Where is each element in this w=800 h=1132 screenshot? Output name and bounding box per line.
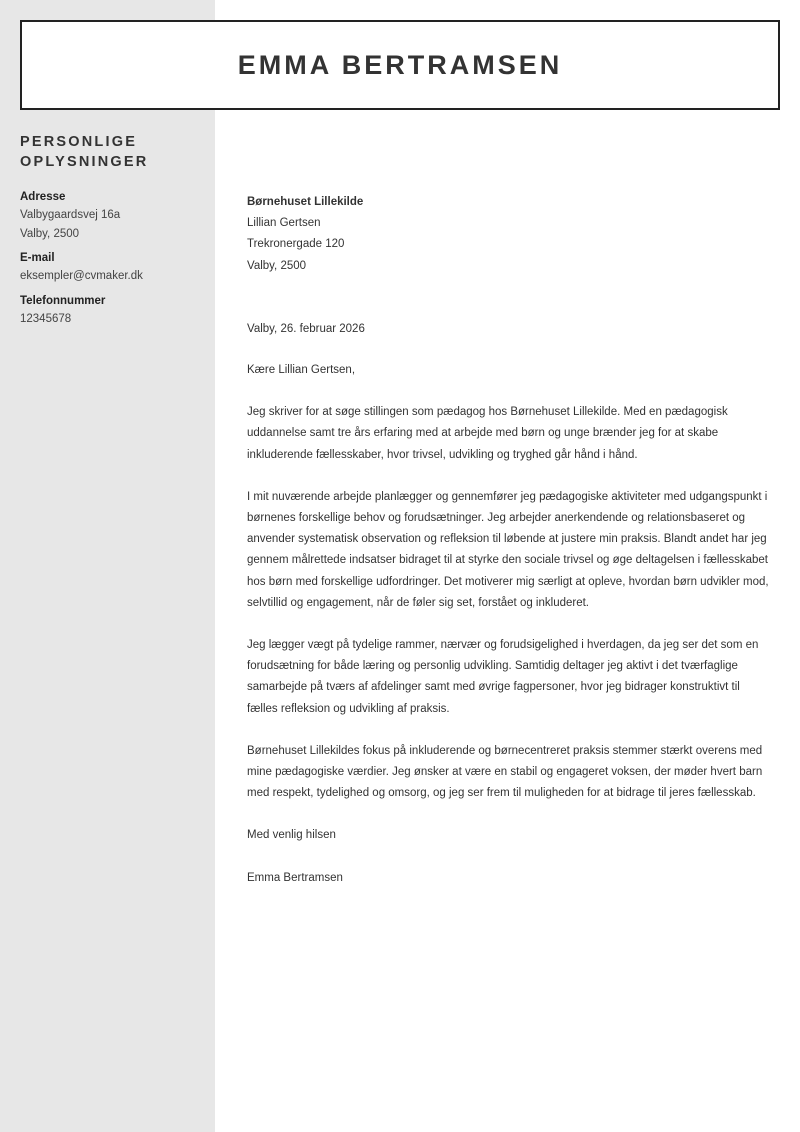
- salutation: Kære Lillian Gertsen,: [247, 364, 356, 377]
- letter-paragraph: I mit nuværende arbejde planlægger og gennemfører jeg pædagogiske aktiviteter med udgangspunkt i børnenes forskellige behov og forudsætninger. Jeg arbejder anerkendende og relationsbaseret og anvender systematisk observation og refleksion til løbende at justere min praksis. Blandt andet har jeg gennem målrettede indsatser bidraget til at styrke den sociale trivsel og øge deltagelsen i fællesskabet hos børn med forskellige udfordringer. Det motiverer mig særligt at opleve, hvordan børn udvikler mod, selvtillid og engagement, når de føler sig set, forstået og inkluderet.: [247, 490, 769, 609]
- letter-paragraph: Jeg lægger vægt på tydelige rammer, nærvær og forudsigelighed i hverdagen, da jeg ser det som en forudsætning for både læring og personlig udvikling. Samtidig deltager jeg aktivt i det tværfaglige samarbejde på tværs af afdelinger samt med øvrige fagpersoner, hvor jeg bidrager konstruktivt til fælles refleksion og udvikling af praksis.: [247, 639, 759, 715]
- address-label: Adresse: [20, 191, 66, 203]
- letter-paragraph: Børnehuset Lillekildes fokus på inkluderende og børnecentreret praksis stemmer stærkt overens med mine pædagogiske værdier. Jeg ønsker at være en stabil og engageret voksen, der møder hvert barn med respekt, tydelighed og omsorg, og jeg ser frem til muligheden for at bidrage til jeres fællesskab.: [247, 744, 763, 800]
- signature: Emma Bertramsen: [247, 871, 343, 884]
- closing: Med venlig hilsen: [247, 829, 336, 842]
- cover-letter: [247, 192, 772, 889]
- phone-label: Telefonnummer: [20, 294, 106, 307]
- letter-date: Valby, 26. februar 2026: [247, 322, 365, 335]
- address-line2: Valby, 2500: [20, 227, 80, 240]
- address-line1: Valbygaardsvej 16a: [20, 209, 121, 221]
- email-label: E-mail: [20, 252, 55, 264]
- recipient-city: Valby, 2500: [247, 259, 307, 272]
- recipient-address: [247, 192, 772, 277]
- applicant-name: EMMA BERTRAMSEN: [237, 49, 563, 80]
- personal-info-heading-line1: PERSONLIGE: [20, 134, 138, 150]
- recipient-street: Trekronergade 120: [247, 238, 345, 251]
- phone-block: [20, 292, 205, 329]
- address-block: [20, 188, 205, 243]
- personal-info-heading: [20, 132, 205, 172]
- letter-paragraph: Jeg skriver for at søge stillingen som pædagog hos Børnehuset Lillekilde. Med en pædagogisk uddannelse samt tre års erfaring med at arbejde med børn og unge brænder jeg for at skabe inkluderende fællesskaber, hvor trivsel, udvikling og tryghed går hånd i hånd.: [247, 406, 728, 461]
- recipient-person: Lillian Gertsen: [247, 217, 321, 230]
- personal-info-section: [20, 132, 205, 334]
- email-value: eksempler@cvmaker.dk: [20, 270, 143, 282]
- recipient-company: Børnehuset Lillekilde: [247, 196, 364, 208]
- name-header: [20, 20, 780, 110]
- personal-info-heading-line2: OPLYSNINGER: [20, 154, 149, 170]
- email-block: [20, 249, 205, 286]
- phone-value: 12345678: [20, 312, 72, 325]
